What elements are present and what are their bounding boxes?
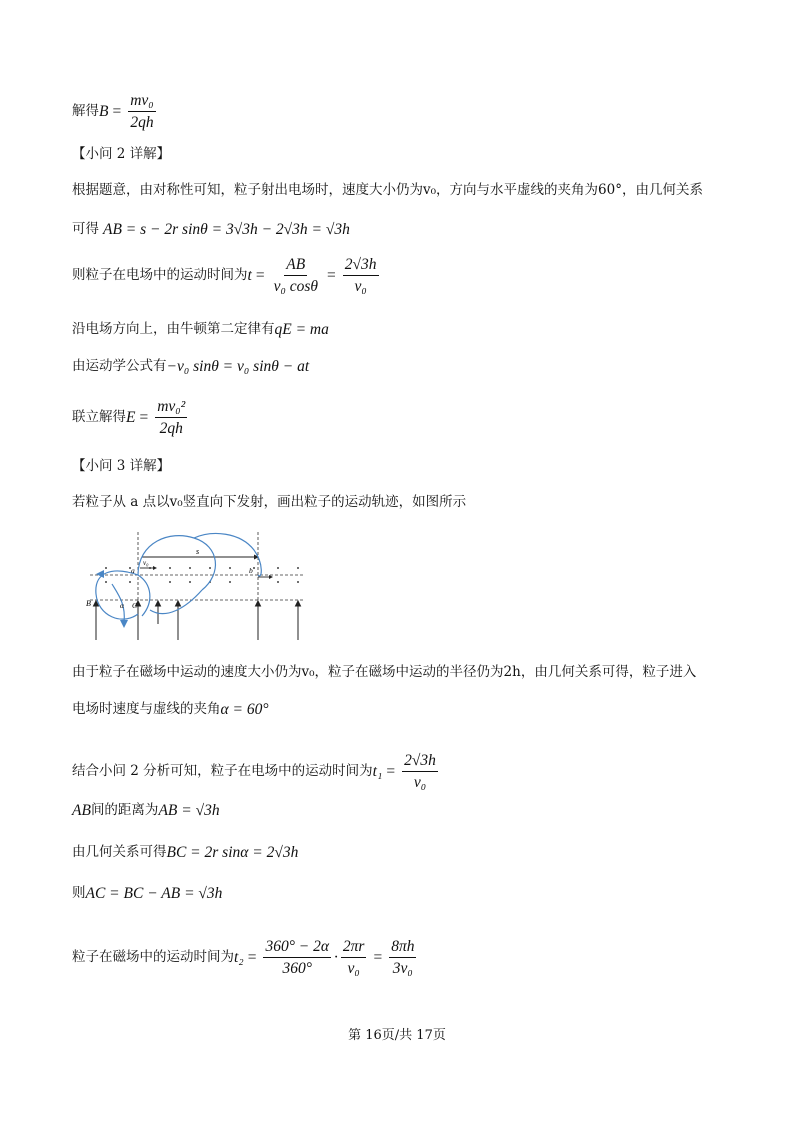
text: 结合小问 2 分析可知，粒子在电场中的运动时间为 <box>72 762 373 779</box>
denominator: 2qh <box>159 420 183 438</box>
equals: = <box>386 762 396 780</box>
denominator: 360° <box>282 960 312 978</box>
fraction-angle <box>263 938 331 977</box>
fraction-e <box>155 398 187 437</box>
math-alpha: α = 60° <box>220 701 269 718</box>
math-b: B <box>99 102 109 120</box>
b-arrowhead <box>269 575 273 579</box>
denominator: v₀ <box>354 278 367 296</box>
line-t2 <box>72 938 419 977</box>
line-solve-e <box>72 398 190 437</box>
trajectory-figure <box>82 524 322 642</box>
denominator: v₀ <box>347 960 360 978</box>
text: 则 <box>72 885 86 901</box>
line-ac <box>72 886 222 902</box>
line-newton <box>72 322 329 338</box>
label-a: a <box>131 566 135 575</box>
label-v0: v₀ <box>143 559 149 567</box>
fraction-b <box>128 92 155 131</box>
math-kinematics: −v₀ sinθ = v₀ sinθ − at <box>166 358 310 375</box>
fraction-period <box>341 938 367 977</box>
math-t1: t₁ <box>372 762 383 780</box>
line-t1 <box>72 752 441 791</box>
math-qe: qE = ma <box>274 321 329 338</box>
label-C: C <box>132 601 138 610</box>
line-time-field <box>72 256 382 295</box>
math-t: t <box>247 266 252 284</box>
text: 则粒子在电场中的运动时间为 <box>72 266 248 283</box>
line-bc <box>72 845 298 861</box>
v0-arrowhead <box>153 566 157 570</box>
text: 可得 <box>72 221 99 237</box>
numerator: 2πr <box>341 938 367 958</box>
math-t2: t₂ <box>234 948 244 966</box>
numerator: mv₀² <box>155 398 187 418</box>
equals: = <box>373 948 383 966</box>
text: 沿电场方向上，由牛顿第二定律有 <box>72 321 275 337</box>
trajectory-arrowhead <box>120 620 128 628</box>
numerator: AB <box>284 256 307 276</box>
math-ac: AC = BC − AB = √3h <box>85 885 223 902</box>
heading-part-2: 【小问 2 详解】 <box>72 146 171 162</box>
numerator: 2√3h <box>402 752 438 772</box>
text: 由运动学公式有 <box>72 358 167 374</box>
fraction-t1 <box>272 256 320 295</box>
math-ab: AB = s − 2r sinθ = 3√3h − 2√3h = √3h <box>103 221 350 238</box>
fraction-t2 <box>343 256 379 295</box>
text: 电场时速度与虚线的夹角 <box>72 701 221 717</box>
numerator: 2√3h <box>343 256 379 276</box>
page-footer: 第 16页/共 17页 <box>348 1028 446 1043</box>
math-bc: BC = 2r sinα = 2√3h <box>166 844 299 861</box>
equals: = <box>255 266 265 284</box>
math-ab-value: AB = √3h <box>158 802 220 819</box>
dot: · <box>334 948 338 966</box>
math-e: E <box>126 408 136 426</box>
label-b: b <box>249 566 253 575</box>
denominator: v₀ cosθ <box>273 278 318 296</box>
heading-part-3: 【小问 3 详解】 <box>72 458 171 474</box>
text: 粒子在磁场中的运动时间为 <box>72 948 234 965</box>
label-B: B <box>86 599 91 608</box>
line-radius: 由于粒子在磁场中运动的速度大小仍为v₀，粒子在磁场中运动的半径仍为2h，由几何关系可得，粒子进入 <box>72 664 697 680</box>
line-ab-distance <box>72 803 220 819</box>
denominator: 3v₀ <box>392 960 413 978</box>
text: 联立解得 <box>72 408 126 425</box>
line-kinematics <box>72 359 309 375</box>
equals: = <box>247 948 257 966</box>
line-alpha <box>72 702 269 718</box>
text: 由几何关系可得 <box>72 844 167 860</box>
line-ab-length <box>72 222 350 238</box>
equals: = <box>112 102 122 120</box>
text: 间的距离为 <box>90 802 159 818</box>
text: 解得 <box>72 102 99 119</box>
equals: = <box>139 408 149 426</box>
line-solve-b <box>72 92 159 131</box>
fraction-t1-value <box>402 752 438 791</box>
numerator: mv₀ <box>128 92 155 112</box>
numerator: 8πh <box>389 938 416 958</box>
label-alpha: α <box>120 601 124 610</box>
denominator: 2qh <box>130 114 154 132</box>
numerator: 360° − 2α <box>263 938 331 958</box>
equals: = <box>326 266 336 284</box>
line-launch: 若粒子从 a 点以v₀竖直向下发射，画出粒子的运动轨迹，如图所示 <box>72 494 467 510</box>
denominator: v₀ <box>413 774 427 792</box>
fraction-result <box>389 938 416 977</box>
math-ab-label: AB <box>72 802 91 819</box>
line-symmetry: 根据题意，由对称性可知，粒子射出电场时，速度大小仍为v₀，方向与水平虚线的夹角为60°，由几何关系 <box>72 182 703 198</box>
label-s: s <box>196 547 200 556</box>
